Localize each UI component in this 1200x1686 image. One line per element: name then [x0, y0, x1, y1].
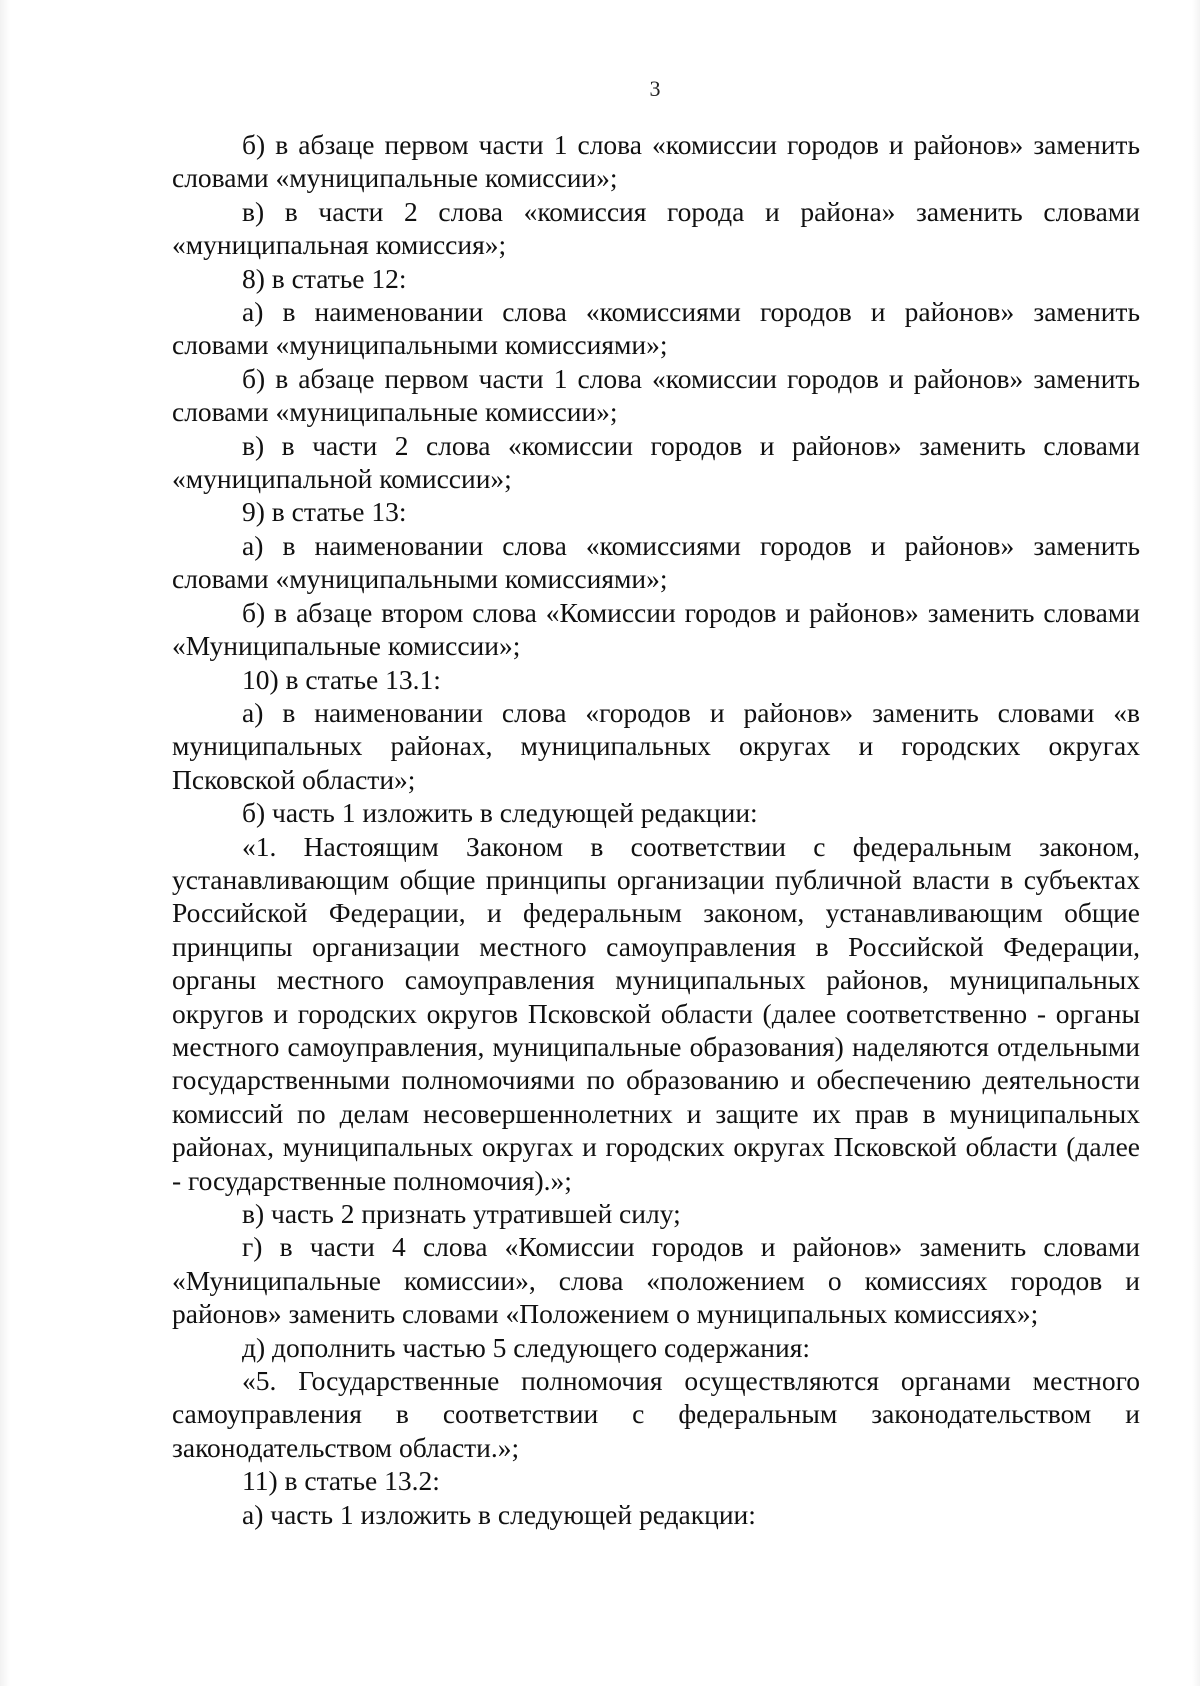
paragraph: в) часть 2 признать утратившей силу;: [242, 1198, 681, 1229]
paragraph: «5. Государственные полномочия осуществляются органами местного самоуправления в соответствии с федеральным законодательством и законодательством области.»;: [172, 1365, 1140, 1463]
paragraph: б) в абзаце первом части 1 слова «комиссии городов и районов» заменить словами «муниципальные комиссии»;: [172, 129, 1140, 194]
paragraph: а) в наименовании слова «комиссиями городов и районов» заменить словами «муниципальными комиссиями»;: [172, 529, 1140, 595]
paragraph: в) в части 2 слова «комиссия города и района» заменить словами «муниципальная комиссия»;: [172, 195, 1140, 261]
scan-edge-left: [0, 0, 10, 1686]
paragraph: б) в абзаце первом части 1 слова «комиссии городов и районов» заменить словами «муниципальные комиссии»;: [172, 362, 1140, 428]
paragraph: 9) в статье 13:: [242, 496, 407, 528]
paragraph: а) в наименовании слова «комиссиями городов и районов» заменить словами «муниципальными комиссиями»;: [172, 296, 1140, 361]
paragraph: г) в части 4 слова «Комиссии городов и районов» заменить словами «Муниципальные комиссии», слова «положением о комиссиях городов и районов» заменить словами «Положением о муниципальных комиссиях»;: [172, 1231, 1140, 1330]
paragraph: 10) в статье 13.1:: [242, 663, 441, 695]
page-number: 3: [649, 76, 661, 101]
paragraph: «1. Настоящим Законом в соответствии с федеральным законом, устанавливающим общие принципы организации публичной власти в субъектах Российской Федерации, и федеральным законом, устанавливающим общие принципы организации местного самоуправления в Российской Федерации, органы местного самоуправления муниципальных районов, муниципальных округов и городских округов Псковской области (далее соответственно - органы местного самоуправления, муниципальные образования) наделяются отдельными государственными полномочиями по образованию и обеспечению деятельности комиссий по делам несовершеннолетних и защите их прав в муниципальных районах, муниципальных округах и городских округах Псковской области (далее - государственные полномочия).»;: [172, 830, 1140, 1196]
document-body: [172, 128, 1140, 1531]
paragraph: б) часть 1 изложить в следующей редакции:: [242, 797, 758, 829]
paragraph: б) в абзаце втором слова «Комиссии городов и районов» заменить словами «Муниципальные комиссии»;: [172, 596, 1140, 662]
scan-edge-right: [1192, 0, 1200, 1686]
paragraph: а) часть 1 изложить в следующей редакции:: [242, 1498, 756, 1530]
paragraph: в) в части 2 слова «комиссии городов и районов» заменить словами «муниципальной комиссии»;: [172, 429, 1140, 495]
paragraph: 8) в статье 12:: [242, 262, 407, 294]
paragraph: д) дополнить частью 5 следующего содержания:: [242, 1331, 811, 1363]
paragraph: 11) в статье 13.2:: [242, 1465, 440, 1497]
paragraph: а) в наименовании слова «городов и районов» заменить словами «в муниципальных районах, муниципальных округах и городских округах Псковской области»;: [172, 696, 1140, 795]
